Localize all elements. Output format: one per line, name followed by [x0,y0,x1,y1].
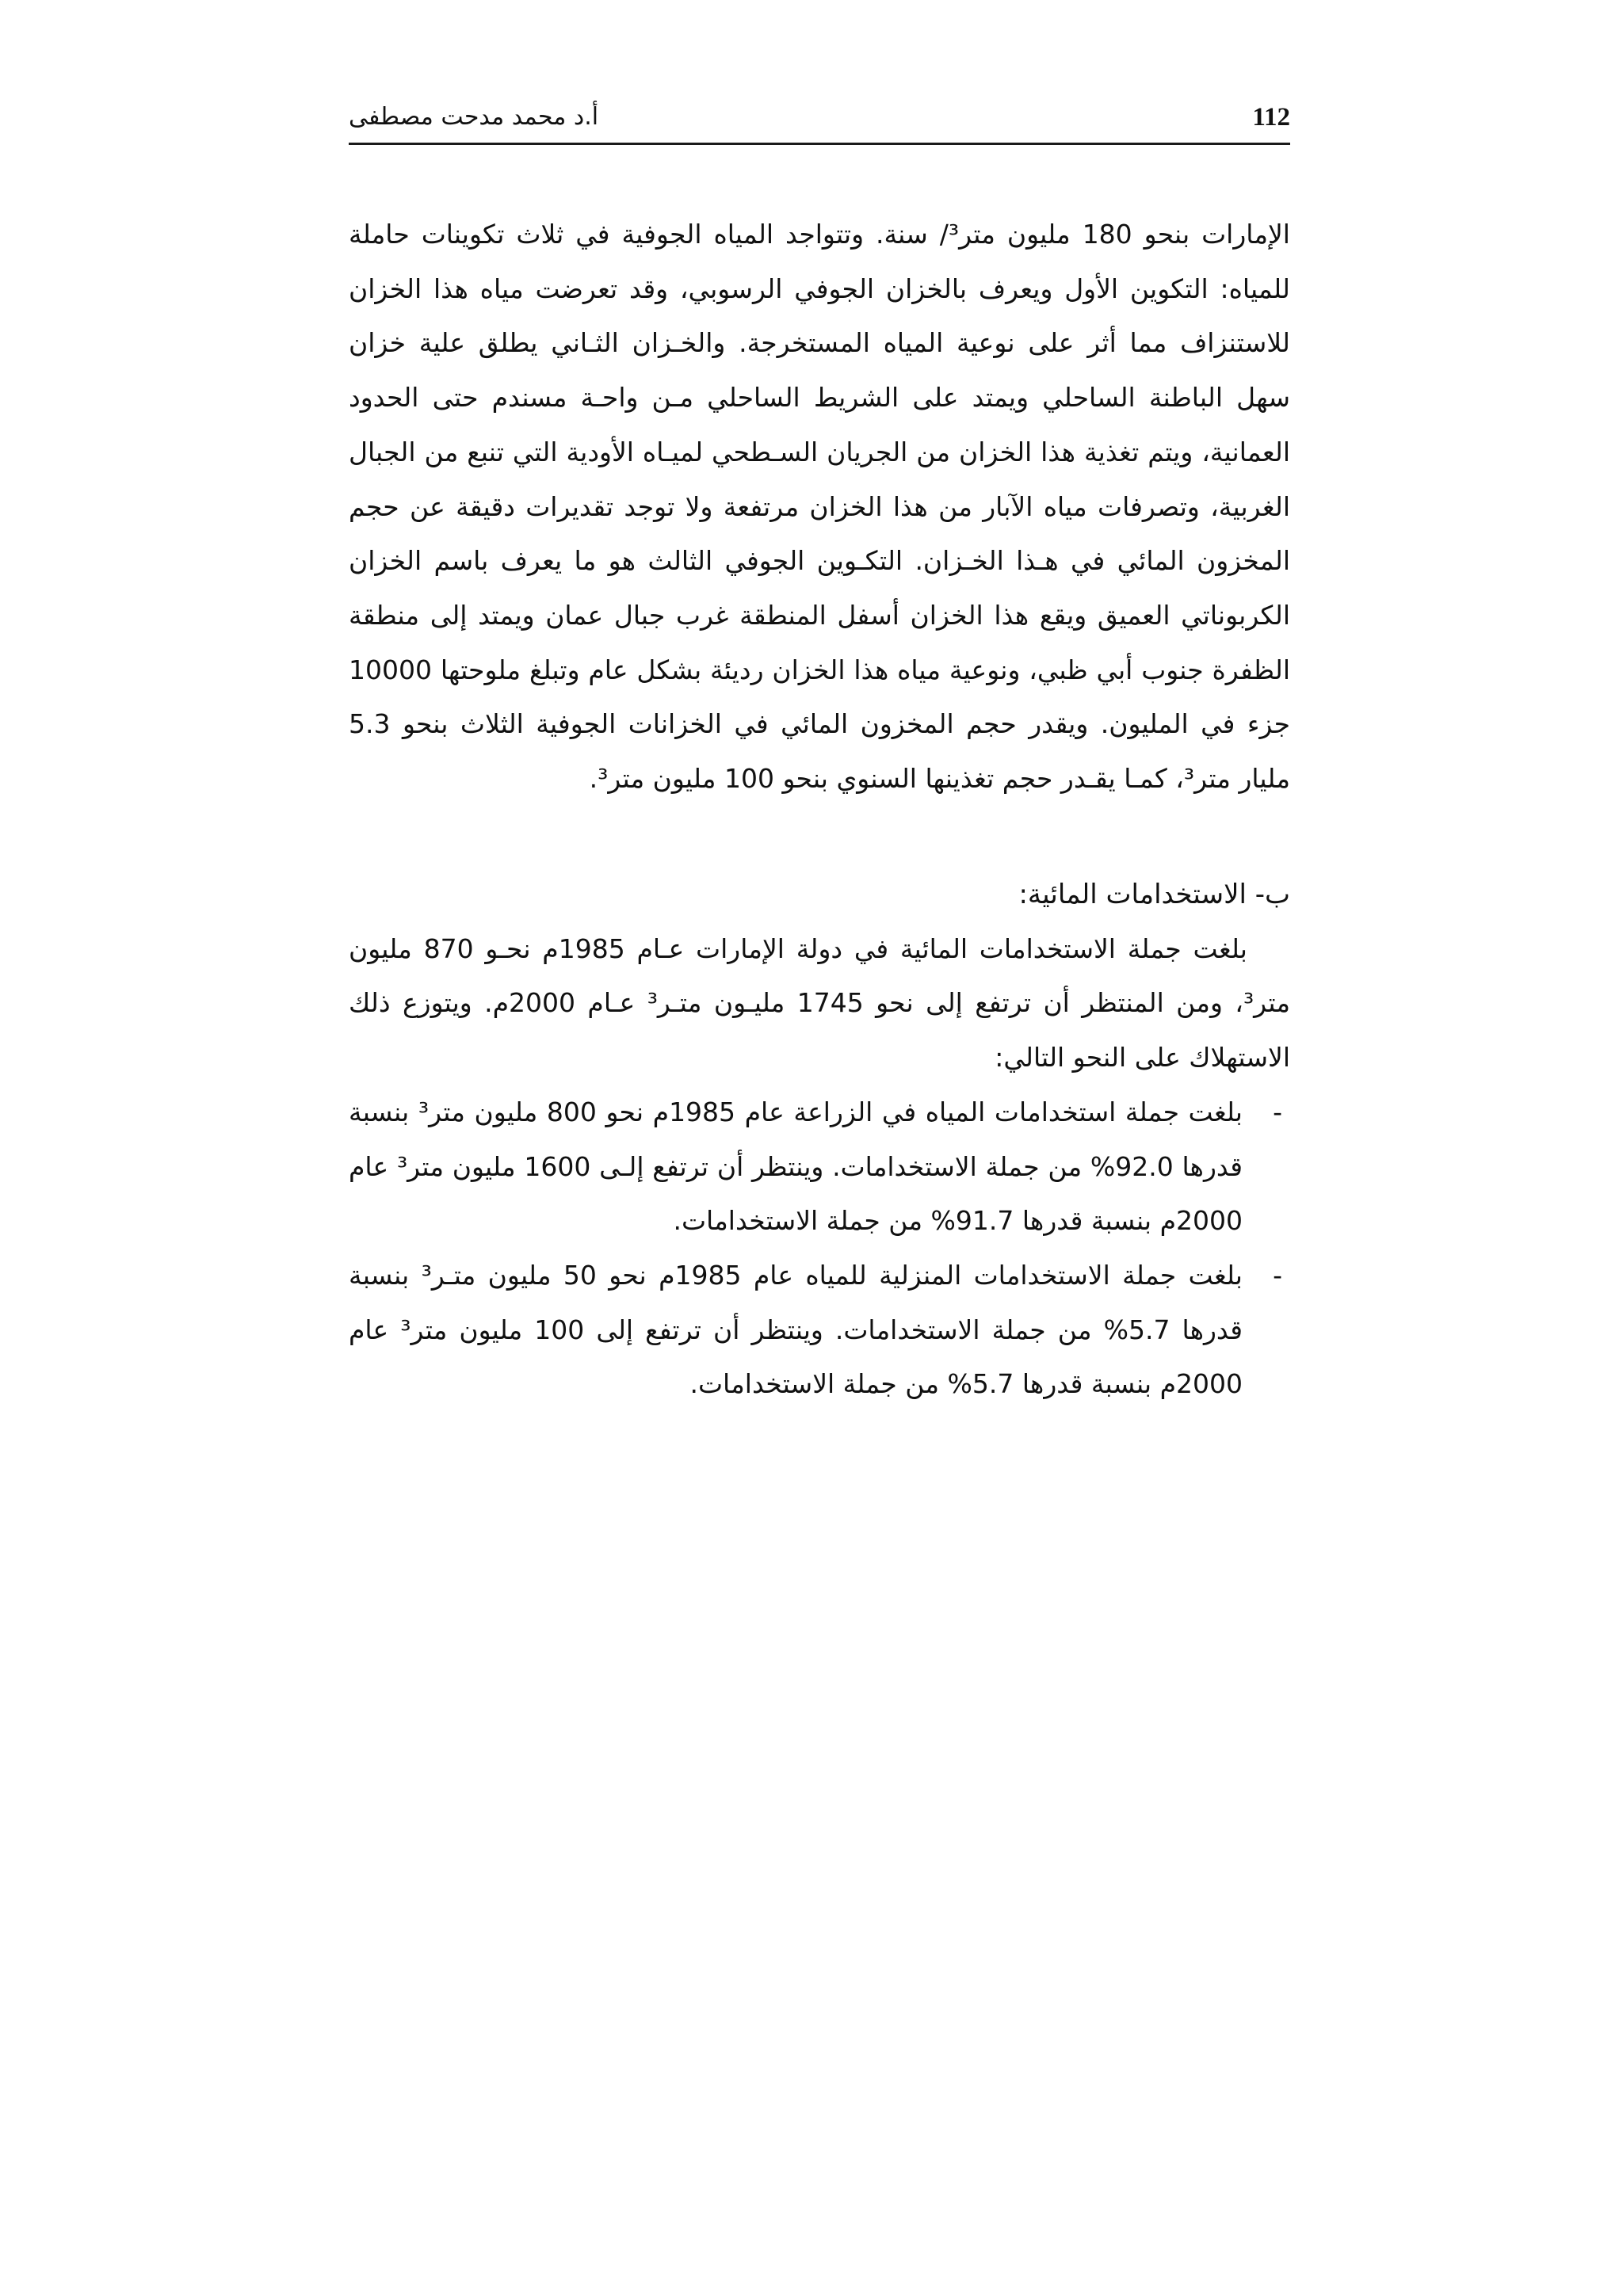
page-content [349,208,1290,1412]
bullet-list [349,1085,1290,1412]
page-header [349,95,1290,145]
list-item-text: بلغت جملة استخدامات المياه في الزراعة عام 1985م نحو 800 مليون متر³ بنسبة قدرها 92.0% من جملة الاستخدامات. وينتظر أن ترتفع إلـى 1600 مليون متر³ عام 2000م بنسبة قدرها 91.7% من جملة الاستخدامات. [349,1096,1243,1237]
bullet-dash: - [1273,1259,1282,1291]
list-item [349,1249,1290,1412]
page-number: 112 [1252,103,1290,132]
body-paragraph: بلغت جملة الاستخدامات المائية في دولة الإمارات عـام 1985م نحـو 870 مليون متر³، ومن المنتظر أن ترتفع إلى نحو 1745 مليـون متـر³ عـام 2000م. ويتوزع ذلك الاستهلاك على النحو التالي: [349,933,1291,1074]
running-header-author: أ.د محمد مدحت مصطفى [349,103,599,131]
bullet-dash: - [1273,1096,1282,1127]
list-item-text: بلغت جملة الاستخدامات المنزلية للمياه عام 1985م نحو 50 مليون متـر³ بنسبة قدرها 5.7% من جملة الاستخدامات. وينتظر أن ترتفع إلى 100 مليون متر³ عام 2000م بنسبة قدرها 5.7% من جملة الاستخدامات. [349,1259,1243,1400]
body-paragraph: الإمارات بنحو 180 مليون متر³/ سنة. وتتواجد المياه الجوفية في ثلاث تكوينات حاملة للمياه: التكوين الأول ويعرف بالخزان الجوفي الرسوبي، وقد تعرضت مياه هذا الخزان للاستنزاف مما أثر على نوعية المياه المستخرجة. والخـزان الثـاني يطلق علية خزان سهل الباطنة الساحلي ويمتد على الشريط الساحلي مـن واحـة مسندم حتى الحدود العمانية، ويتم تغذية هذا الخزان من الجريان السـطحي لميـاه الأودية التي تنبع من الجبال الغربية، وتصرفات مياه الآبار من هذا الخزان مرتفعة ولا توجد تقديرات دقيقة عن حجم المخزون المائي في هـذا الخـزان. التكـوين الجوفي الثالث هو ما يعرف باسم الخزان الكربوناتي العميق ويقع هذا الخزان أسفل المنطقة غرب جبال عمان ويمتد إلى منطقة الظفرة جنوب أبي ظبي، ونوعية مياه هذا الخزان رديئة بشكل عام وتبلغ ملوحتها 10000 جزء في المليون. ويقدر حجم المخزون المائي في الخزانات الجوفية الثلاث بنحو 5.3 مليار متر³، كمـا يقـدر حجم تغذينها السنوي بنحو 100 مليون متر³. [349,219,1290,795]
list-item [349,1085,1290,1249]
section-heading: ب- الاستخدامات المائية: [1018,878,1290,910]
